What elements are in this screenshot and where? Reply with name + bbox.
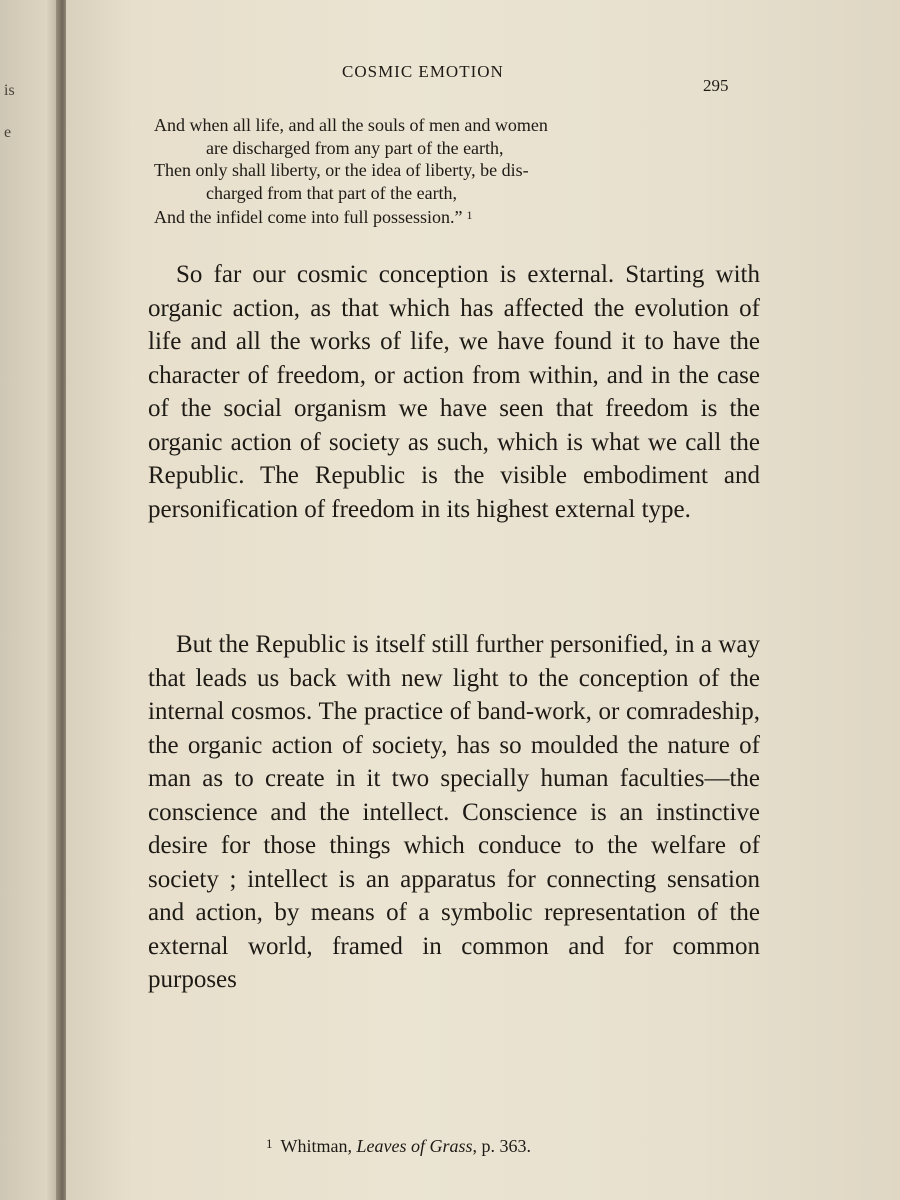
left-page-text-fragment: e (4, 124, 12, 141)
poem-line: charged from that part of the earth, (206, 182, 458, 203)
poem-quotation (154, 114, 774, 229)
poem-line: are discharged from any part of the earth, (206, 137, 504, 158)
footnote-author: Whitman, (280, 1136, 352, 1156)
body-paragraph-1 (148, 258, 760, 526)
footnote-number: 1 (266, 1136, 273, 1151)
footnote-title: Leaves of Grass (356, 1136, 473, 1156)
footnote (266, 1136, 531, 1157)
running-head: COSMIC EMOTION (342, 62, 504, 81)
poem-line-text: And the infidel come into full possession.” (154, 207, 463, 227)
left-page-text-fragment: is (4, 82, 15, 99)
book-page (66, 0, 900, 1200)
page-number: 295 (703, 76, 729, 95)
footnote-marker: 1 (466, 208, 473, 222)
poem-line: Then only shall liberty, or the idea of liberty, be dis- (154, 160, 529, 180)
paragraph-text: But the Republic is itself still further personified, in a way that leads us back with new light to the conception of the internal cosmos. The practice of band-work, or comradeship, the organic action of society, has so moulded the nature of man as to create in it two specially human faculties—the conscience and the intellect. Conscience is an instinctive desire for those things which conduce to the welfare of society ; intellect is an apparatus for connecting sensation and action, by means of a symbolic representation of the external world, framed in common and for common purposes (148, 631, 760, 993)
poem-line: And when all life, and all the souls of men and women (154, 115, 548, 135)
footnote-page-ref: , p. 363. (472, 1136, 531, 1156)
body-paragraph-2 (148, 628, 760, 997)
paragraph-text: So far our cosmic conception is external. Starting with organic action, as that which has affected the evolution of life and all the works of life, we have found it to have the character of freedom, or action from within, and in the case of the social organism we have seen that freedom is the organic action of society as such, which is what we call the Republic. The Republic is the visible embodiment and personification of freedom in its highest external type. (148, 261, 760, 523)
poem-line (154, 204, 774, 229)
